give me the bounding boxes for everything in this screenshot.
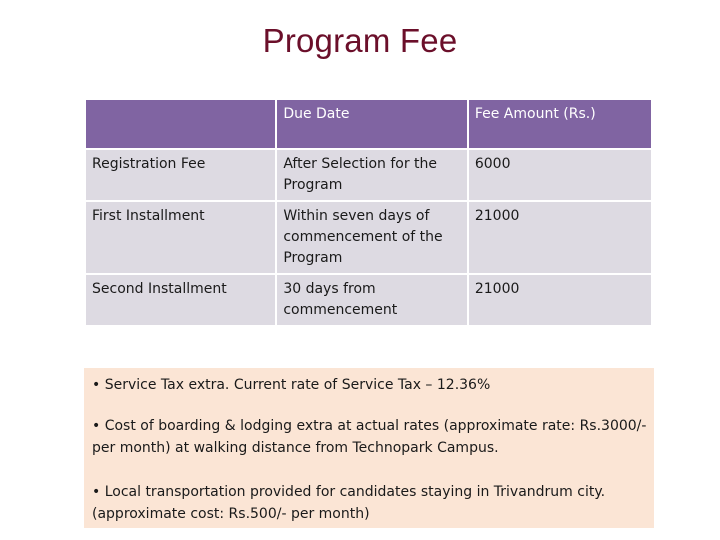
row-amount: 21000 [469, 275, 651, 325]
notes-box [84, 368, 654, 528]
row-amount: 6000 [469, 150, 651, 200]
table-row [86, 150, 651, 200]
row-item: Registration Fee [86, 150, 275, 200]
row-due-date: Within seven days of commencement of the Program [277, 202, 467, 273]
page-title: Program Fee [262, 22, 458, 59]
header-fee-amount: Fee Amount (Rs.) [469, 100, 651, 148]
row-item: Second Installment [86, 275, 275, 325]
header-due-date: Due Date [277, 100, 467, 148]
row-item: First Installment [86, 202, 275, 273]
header-item [86, 100, 275, 148]
table-row [86, 275, 651, 325]
row-amount: 21000 [469, 202, 651, 273]
note-boarding-lodging: • Cost of boarding & lodging extra at actual rates (approximate rate: Rs.3000/- per month) at walking distance from Technopark Campus. [92, 418, 647, 456]
note-local-transport: • Local transportation provided for candidates staying in Trivandrum city. (approximate cost: Rs.500/- per month) [92, 484, 606, 522]
fee-table [84, 98, 653, 327]
row-due-date: 30 days from commencement [277, 275, 467, 325]
table-header-row [86, 100, 651, 148]
row-due-date: After Selection for the Program [277, 150, 467, 200]
table-row [86, 202, 651, 273]
note-service-tax: • Service Tax extra. Current rate of Service Tax – 12.36% [92, 377, 491, 393]
